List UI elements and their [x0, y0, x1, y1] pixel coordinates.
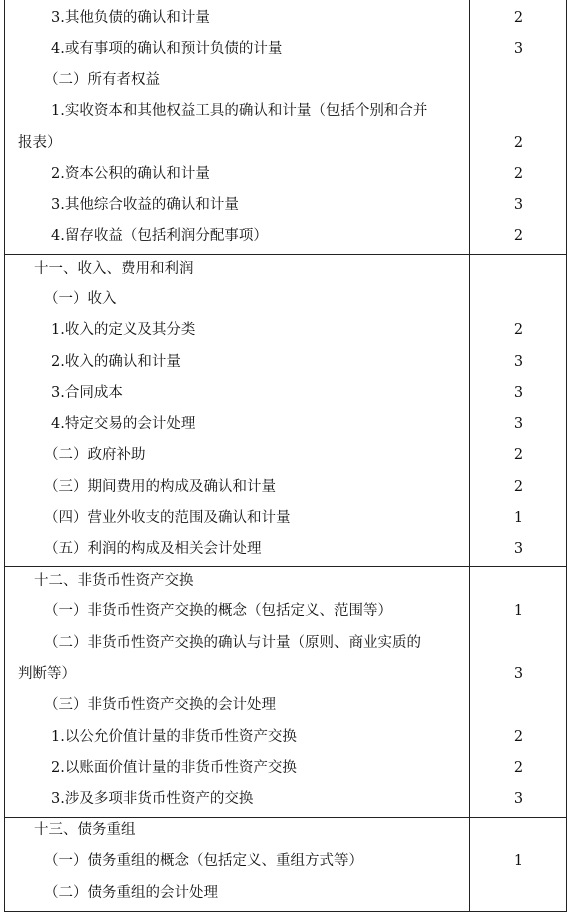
row-topic: （一）非货币性资产交换的概念（包括定义、范围等） — [44, 603, 392, 619]
row-level-value: 2 — [513, 760, 524, 776]
row-topic: 1.收入的定义及其分类 — [51, 322, 196, 338]
row-level-value: 2 — [513, 322, 524, 338]
row-topic: 1.以公允价值计量的非货币性资产交换 — [51, 729, 297, 745]
row-level-value: 3 — [513, 541, 524, 557]
row-topic: 1.实收资本和其他权益工具的确认和计量（包括个别和合并 — [51, 103, 428, 119]
row-topic: （四）营业外收支的范围及确认和计量 — [44, 510, 291, 526]
row-level-value: 1 — [513, 853, 524, 869]
row-level-value: 2 — [513, 447, 524, 463]
syllabus-table — [4, 0, 567, 912]
row-topic: 十二、非货币性资产交换 — [34, 573, 194, 589]
table-row — [5, 65, 566, 96]
table-row — [5, 596, 566, 627]
row-level-value: 2 — [513, 228, 524, 244]
table-row — [5, 815, 566, 846]
table-row — [5, 128, 566, 159]
table-row — [5, 315, 566, 346]
row-topic: 十一、收入、费用和利润 — [34, 261, 194, 277]
row-topic: （三）期间费用的构成及确认和计量 — [44, 479, 276, 495]
table-row — [5, 3, 566, 34]
row-topic: 3.涉及多项非货币性资产的交换 — [51, 791, 254, 807]
section-separator — [5, 817, 566, 818]
row-topic: （一）债务重组的概念（包括定义、重组方式等） — [44, 853, 363, 869]
row-topic: 3.其他综合收益的确认和计量 — [51, 197, 239, 213]
table-row — [5, 784, 566, 815]
table-row — [5, 690, 566, 721]
row-topic: （二）非货币性资产交换的确认与计量（原则、商业实质的 — [44, 635, 421, 651]
row-level-value: 2 — [513, 10, 524, 26]
row-topic: 2.以账面价值计量的非货币性资产交换 — [51, 760, 297, 776]
row-level-value: 3 — [513, 791, 524, 807]
row-topic: （二）政府补助 — [44, 447, 146, 463]
row-level-value: 1 — [513, 510, 524, 526]
row-topic: （五）利润的构成及相关会计处理 — [44, 541, 262, 557]
table-row — [5, 254, 566, 285]
table-row — [5, 722, 566, 753]
table-row — [5, 34, 566, 65]
row-topic: 报表） — [18, 135, 62, 151]
table-row — [5, 409, 566, 440]
table-row — [5, 440, 566, 471]
row-topic: （三）非货币性资产交换的会计处理 — [44, 697, 276, 713]
table-row — [5, 284, 566, 315]
section-separator — [5, 254, 566, 255]
row-topic: 4.留存收益（包括利润分配事项） — [51, 228, 268, 244]
row-topic: 4.特定交易的会计处理 — [51, 416, 196, 432]
table-row — [5, 534, 566, 565]
row-level-value: 3 — [513, 385, 524, 401]
row-topic: 4.或有事项的确认和预计负债的计量 — [51, 41, 283, 57]
table-row — [5, 878, 566, 909]
table-row — [5, 846, 566, 877]
row-level-value: 2 — [513, 135, 524, 151]
table-row — [5, 472, 566, 503]
row-level-value: 2 — [513, 479, 524, 495]
table-row — [5, 753, 566, 784]
table-row — [5, 347, 566, 378]
table-row — [5, 190, 566, 221]
table-row — [5, 566, 566, 597]
table-row — [5, 96, 566, 127]
table-row — [5, 159, 566, 190]
table-row — [5, 628, 566, 659]
section-separator — [5, 566, 566, 567]
row-topic: （二）债务重组的会计处理 — [44, 885, 218, 901]
row-topic: 3.其他负债的确认和计量 — [51, 10, 210, 26]
table-row — [5, 378, 566, 409]
row-topic: 2.资本公积的确认和计量 — [51, 166, 210, 182]
row-topic: 2.收入的确认和计量 — [51, 354, 181, 370]
table-row — [5, 503, 566, 534]
row-topic: （二）所有者权益 — [44, 72, 160, 88]
table-row — [5, 659, 566, 690]
row-level-value: 3 — [513, 197, 524, 213]
row-topic: （一）收入 — [44, 291, 117, 307]
row-level-value: 3 — [513, 354, 524, 370]
row-level-value: 2 — [513, 729, 524, 745]
row-level-value: 3 — [513, 666, 524, 682]
row-level-value: 3 — [513, 416, 524, 432]
table-row — [5, 221, 566, 252]
row-level-value: 3 — [513, 41, 524, 57]
row-level-value: 1 — [513, 603, 524, 619]
row-level-value: 2 — [513, 166, 524, 182]
row-topic: 十三、债务重组 — [34, 822, 136, 838]
row-topic: 判断等） — [18, 666, 76, 682]
row-topic: 3.合同成本 — [51, 385, 123, 401]
